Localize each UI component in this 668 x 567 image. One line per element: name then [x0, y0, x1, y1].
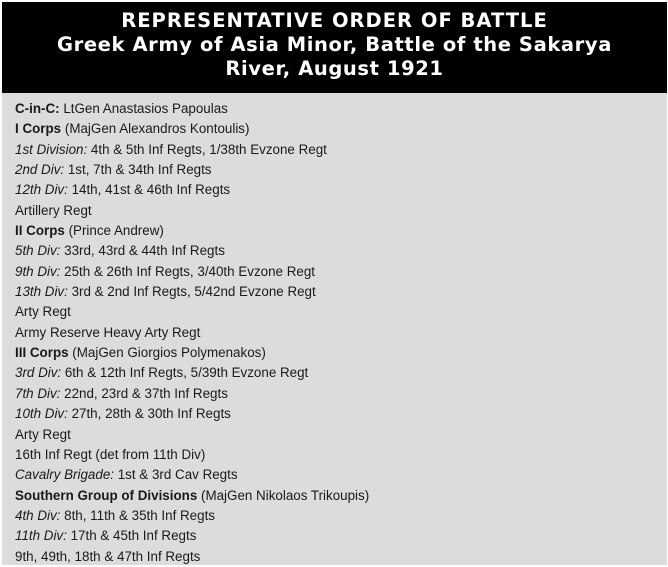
unit-detail-text: 4th & 5th Inf Regts, 1/38th Evzone Regt	[87, 141, 327, 157]
unit-name-italic: 7th Div:	[15, 385, 61, 401]
unit-name-bold: II Corps	[15, 223, 65, 239]
unit-name-italic: 5th Div:	[15, 243, 61, 259]
unit-name-bold: Southern Group of Divisions	[15, 487, 198, 503]
unit-name-italic: 9th Div:	[15, 263, 61, 279]
unit-detail-text: 3rd & 2nd Inf Regts, 5/42nd Evzone Regt	[67, 284, 316, 300]
list-item	[15, 526, 667, 546]
list-item	[15, 486, 667, 506]
list-item	[15, 262, 667, 282]
list-item	[15, 241, 667, 261]
unit-name-italic: 13th Div:	[15, 284, 68, 300]
unit-detail-text: 25th & 26th Inf Regts, 3/40th Evzone Regt	[60, 263, 315, 279]
unit-name-bold: C-in-C:	[15, 101, 60, 116]
list-item	[15, 323, 667, 343]
unit-detail-text: (Prince Andrew)	[64, 223, 164, 239]
unit-detail-text: 6th & 12th Inf Regts, 5/39th Evzone Regt	[61, 365, 309, 381]
list-item	[15, 119, 667, 139]
unit-name-bold: III Corps	[15, 345, 69, 361]
list-item	[15, 201, 667, 221]
unit-detail-text: 33rd, 43rd & 44th Inf Regts	[60, 243, 225, 259]
unit-name-italic: 1st Division:	[15, 141, 88, 157]
unit-detail-text: 1st & 3rd Cav Regts	[114, 467, 238, 483]
list-item	[15, 99, 667, 119]
list-item	[15, 425, 667, 445]
unit-detail-text: 9th, 49th, 18th & 47th Inf Regts	[15, 548, 201, 564]
header-title-line-3: River, August 1921	[225, 57, 444, 80]
list-item	[15, 384, 667, 404]
unit-detail-text: Army Reserve Heavy Arty Regt	[15, 324, 201, 340]
list-item	[15, 363, 667, 383]
unit-detail-text: LtGen Anastasios Papoulas	[59, 101, 228, 116]
order-of-battle-list	[2, 93, 667, 567]
unit-detail-text: 1st, 7th & 34th Inf Regts	[64, 162, 212, 178]
unit-name-italic: 10th Div:	[15, 406, 68, 422]
unit-detail-text: 27th, 28th & 30th Inf Regts	[67, 406, 231, 422]
unit-name-bold: I Corps	[15, 121, 62, 137]
list-item	[15, 282, 667, 302]
list-item	[15, 140, 667, 160]
list-item	[15, 302, 667, 322]
header-title-line-2: Greek Army of Asia Minor, Battle of the Sakarya	[57, 33, 612, 56]
list-item	[15, 343, 667, 363]
list-item	[15, 404, 667, 424]
unit-detail-text: (MajGen Alexandros Kontoulis)	[61, 121, 250, 137]
list-item	[15, 445, 667, 465]
list-item	[15, 180, 667, 200]
unit-detail-text: Arty Regt	[15, 426, 71, 442]
unit-detail-text: (MajGen Nikolaos Trikoupis)	[197, 487, 370, 503]
unit-name-italic: 4th Div:	[15, 507, 61, 523]
unit-detail-text: (MajGen Giorgios Polymenakos)	[68, 345, 266, 361]
unit-name-italic: 2nd Div:	[15, 162, 65, 178]
unit-name-italic: 3rd Div:	[15, 365, 62, 381]
unit-detail-text: 14th, 41st & 46th Inf Regts	[67, 182, 231, 198]
unit-detail-text: 16th Inf Regt (det from 11th Div)	[15, 446, 206, 462]
unit-detail-text: 8th, 11th & 35th Inf Regts	[60, 507, 215, 523]
unit-detail-text: Artillery Regt	[15, 202, 92, 218]
list-item	[15, 547, 667, 567]
list-item	[15, 160, 667, 180]
list-item	[15, 221, 667, 241]
unit-detail-text: Arty Regt	[15, 304, 71, 320]
list-item	[15, 506, 667, 526]
list-item	[15, 465, 667, 485]
header-banner	[2, 2, 667, 93]
unit-name-italic: 11th Div:	[15, 528, 67, 544]
order-of-battle-panel	[2, 2, 667, 565]
unit-detail-text: 17th & 45th Inf Regts	[66, 528, 197, 544]
header-title-line-1: REPRESENTATIVE ORDER OF BATTLE	[121, 9, 548, 32]
unit-detail-text: 22nd, 23rd & 37th Inf Regts	[60, 385, 228, 401]
unit-name-italic: Cavalry Brigade:	[15, 467, 114, 483]
unit-name-italic: 12th Div:	[15, 182, 68, 198]
